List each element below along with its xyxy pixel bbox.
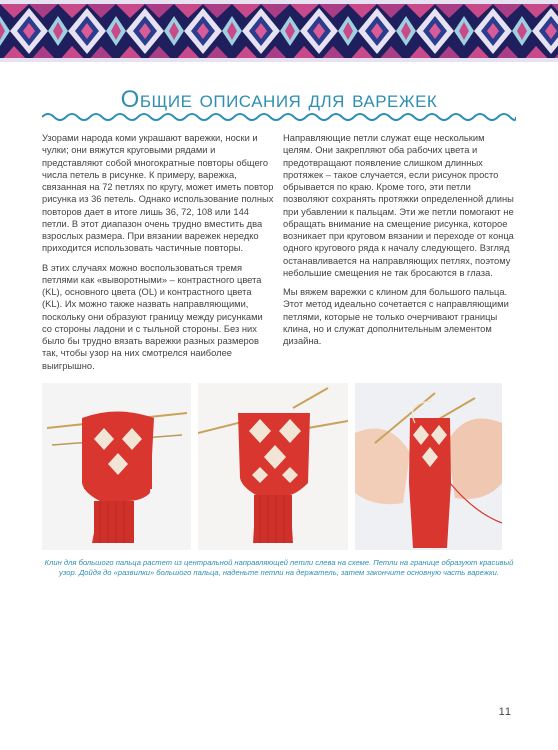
mitten-photo-2 — [198, 383, 348, 550]
paragraph: Мы вяжем варежки с клином для большого пальца. Этот метод идеально сочетается с направляющими петлями, которые не только очерчивают границы клина, но и служат дополнительным элементом дизайна. — [283, 287, 509, 346]
photo-caption: Клин для большого пальца растет из центральной направляющей петли слева на схеме. Петли на границе образуют красивый узор. Дойдя до «развилки» большого пальца, наденьте петли на держатель, затем закончите основную часть варежки. — [44, 558, 514, 577]
page-number: 11 — [498, 706, 512, 718]
page-title: Общие описания для варежек — [120, 86, 438, 113]
paragraph: Направляющие петли служат еще нескольким целям. Они закрепляют оба рабочих цвета и предотвращают появление слишком длинных протяжек – такое случается, если рисунок просто обрывается по краю. Кроме того, эти петли позволяют сохранять протяжки определенной длины при убавлении к пальцам. Эти же петли помогают не обращать внимание на смещение рисунка, которое возникает при круговом вязании и переходе от конца одного кругового ряда к началу следующего. Взгляд останавливается на направляющих петлях, поэтому небольшие смещения не так бросаются в глаза. — [283, 133, 514, 278]
left-text-column — [42, 132, 274, 379]
header-banner — [0, 0, 558, 62]
decorative-wave-divider — [42, 110, 516, 124]
paragraph: Узорами народа коми украшают варежки, носки и чулки; они вяжутся круговыми рядами и представляют собой многократные повторы общего числа петель в рисунке. К примеру, варежка, связанная на 72 петлях по кругу, может иметь повтор рисунка из 36 петель. Однако использование полных повторов дает в итоге лишь 36, 72, 108 или 144 петли. В этот диапазон очень трудно вместить два взрослых размера. При вязании варежек нередко приходится использовать частичные повторы. — [42, 133, 274, 254]
mitten-photo-1 — [42, 383, 191, 550]
mitten-photo-3 — [355, 383, 502, 550]
right-text-column — [283, 132, 515, 354]
knitted-pattern-banner — [0, 0, 558, 62]
paragraph: В этих случаях можно воспользоваться тремя петлями как «выворотными» – контрастного цвета (KL), основного цвета (OL) и контрастного цвета (KL). Их можно также назвать направляющими, поскольку они образуют границу между рисунками со стороны ладони и с тыльной стороны. Без них было бы трудно вязать варежки разных размеров так, чтобы узор на них смотрелся наиболее выигрышно. — [42, 262, 263, 371]
